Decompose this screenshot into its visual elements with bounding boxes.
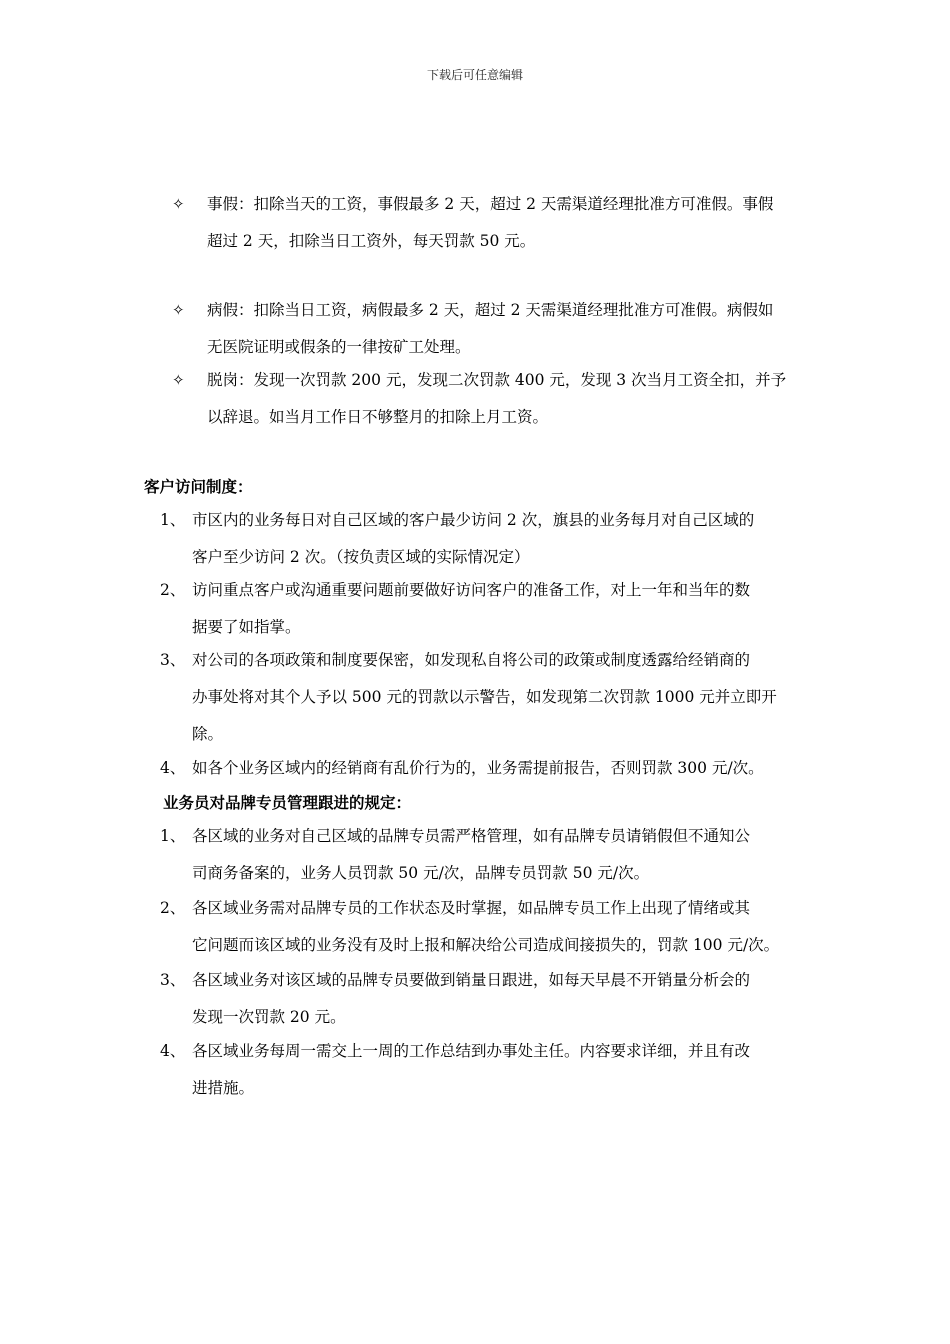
- list-item-text: 如各个业务区域内的经销商有乱价行为的，业务需提前报告，否则罚款 300 元/次。: [192, 759, 764, 777]
- section-heading-brand-specialist: 业务员对品牌专员管理跟进的规定：: [163, 793, 412, 812]
- list-number: 1、: [160, 827, 186, 845]
- list-number: 2、: [160, 899, 186, 917]
- list-item-text: 各区域的业务对自己区域的品牌专员需严格管理，如有品牌专员请销假但不通知公 司商务备案的，业务人员罚款 50 元/次，品牌专员罚款 50 元/次。: [192, 827, 751, 882]
- list-item-text: 病假：扣除当日工资，病假最多 2 天，超过 2 天需渠道经理批准方可准假。病假如 无医院证明或假条的一律按矿工处理。: [207, 301, 774, 356]
- list-number: 1、: [160, 511, 186, 529]
- list-item-text: 各区域业务需对品牌专员的工作状态及时掌握，如品牌专员工作上出现了情绪或其 它问题而该区域的业务没有及时上报和解决给公司造成间接损失的，罚款 100 元/次。: [192, 899, 780, 954]
- list-item-text: 访问重点客户或沟通重要问题前要做好访问客户的准备工作，对上一年和当年的数 据要了如指掌。: [192, 581, 751, 636]
- diamond-bullet-icon: ✧: [172, 195, 185, 213]
- diamond-bullet-icon: ✧: [172, 371, 185, 389]
- list-number: 3、: [160, 651, 186, 669]
- list-item-text: 各区域业务每周一需交上一周的工作总结到办事处主任。内容要求详细，并且有改 进措施。: [192, 1042, 751, 1097]
- list-item-text: 对公司的各项政策和制度要保密，如发现私自将公司的政策或制度透露给经销商的 办事处将对其个人予以 500 元的罚款以示警告，如发现第二次罚款 1000 元并立即开 除。: [192, 651, 777, 743]
- list-number: 4、: [160, 1042, 186, 1060]
- page-header: 下载后可任意编辑: [426, 68, 523, 82]
- list-item-text: 脱岗：发现一次罚款 200 元，发现二次罚款 400 元，发现 3 次当月工资全扣，并予 以辞退。如当月工作日不够整月的扣除上月工资。: [207, 371, 787, 426]
- list-item-text: 事假：扣除当天的工资，事假最多 2 天，超过 2 天需渠道经理批准方可准假。事假 超过 2 天，扣除当日工资外，每天罚款 50 元。: [207, 195, 774, 250]
- list-item-text: 市区内的业务每日对自己区域的客户最少访问 2 次，旗县的业务每月对自己区域的 客户至少访问 2 次。（按负责区域的实际情况定）: [192, 511, 755, 566]
- list-number: 4、: [160, 759, 186, 777]
- list-item-text: 各区域业务对该区域的品牌专员要做到销量日跟进，如每天早晨不开销量分析会的 发现一次罚款 20 元。: [192, 971, 751, 1026]
- section-heading-customer-visits: 客户访问制度：: [144, 477, 253, 496]
- list-number: 3、: [160, 971, 186, 989]
- list-number: 2、: [160, 581, 186, 599]
- diamond-bullet-icon: ✧: [172, 301, 185, 319]
